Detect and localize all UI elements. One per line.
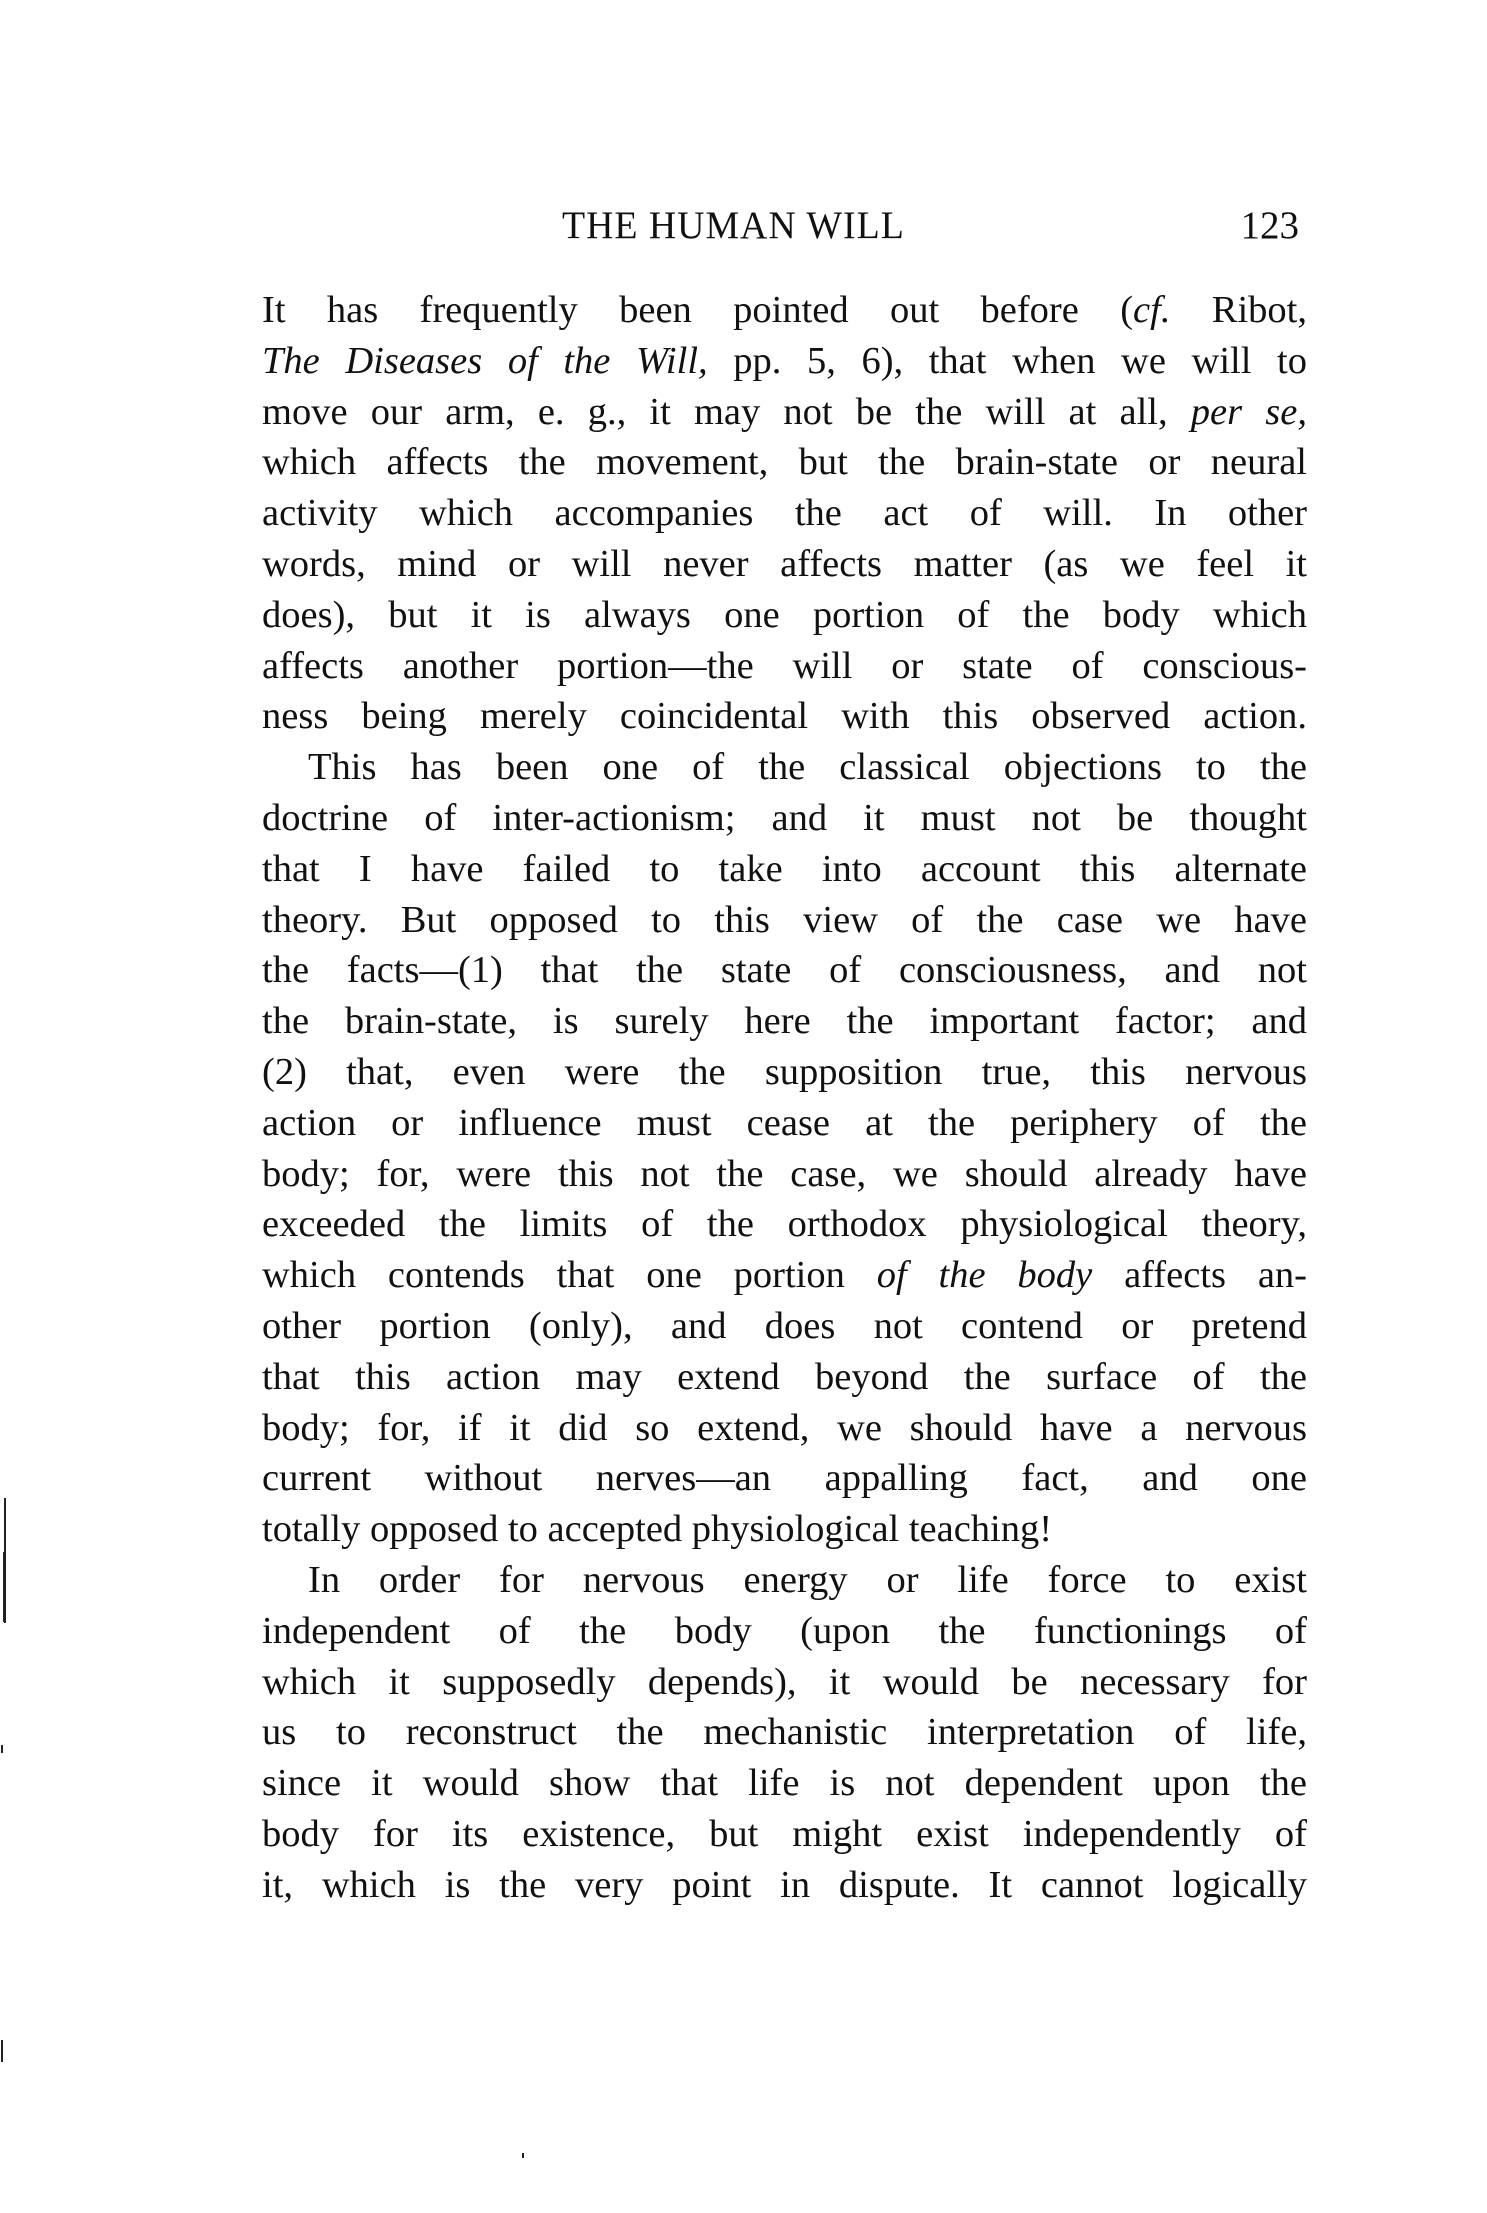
- italic-text: The Diseases of the Will,: [262, 339, 708, 382]
- text-run: us to reconstruct the mechanistic interpretation of life,: [262, 1711, 1307, 1754]
- text-run: action or influence must cease at the periphery of the: [262, 1101, 1307, 1144]
- italic-text: per se,: [1190, 390, 1307, 433]
- text-run: words, mind or will never affects matter (as we feel it: [262, 542, 1307, 585]
- running-head: [262, 204, 1307, 248]
- text-line: [262, 1199, 1307, 1250]
- text-run: doctrine of inter-actionism; and it must not be thought: [262, 796, 1307, 839]
- paragraph: [262, 285, 1307, 742]
- text-line: [262, 1098, 1307, 1149]
- text-run: theory. But opposed to this view of the case we have: [262, 898, 1307, 941]
- text-line: [262, 488, 1307, 539]
- text-line: [262, 437, 1307, 488]
- text-run: which contends that one portion: [262, 1254, 877, 1297]
- scan-artifact-speck: [522, 2153, 524, 2158]
- text-run: affects an-: [1092, 1254, 1307, 1297]
- scan-artifact-line: [3, 1552, 5, 1622]
- text-run: which it supposedly depends), it would be necessary for: [262, 1660, 1307, 1703]
- text-run: totally opposed to accepted physiological teaching!: [262, 1508, 1053, 1551]
- text-run: body; for, were this not the case, we should already have: [262, 1152, 1307, 1195]
- text-line: [262, 1250, 1307, 1301]
- text-run: body; for, if it did so extend, we should have a nervous: [262, 1406, 1307, 1449]
- text-line: [262, 1809, 1307, 1860]
- text-run: This has been one of the classical objections to the: [308, 746, 1307, 789]
- text-line: [262, 691, 1307, 742]
- text-run: body for its existence, but might exist independently of: [262, 1812, 1307, 1855]
- text-run: since it would show that life is not dependent upon the: [262, 1762, 1307, 1805]
- text-run: that I have failed to take into account this alternate: [262, 847, 1307, 890]
- text-line: [262, 539, 1307, 590]
- italic-text: cf.: [1133, 289, 1171, 331]
- text-line: [262, 895, 1307, 946]
- text-line: [262, 1707, 1307, 1758]
- text-run: the facts—(1) that the state of consciousness, and not: [262, 949, 1307, 992]
- text-run: does), but it is always one portion of the body which: [262, 593, 1307, 636]
- text-line: [262, 793, 1307, 844]
- text-line: [262, 742, 1307, 793]
- text-line: [262, 1403, 1307, 1454]
- text-line: [262, 1657, 1307, 1708]
- scan-artifact-speck: [1, 2040, 3, 2062]
- text-line: [262, 996, 1307, 1047]
- text-line: [262, 641, 1307, 692]
- text-run: move our arm, e. g., it may not be the will at all,: [262, 390, 1191, 433]
- text-line: [262, 387, 1307, 438]
- text-line: [262, 945, 1307, 996]
- text-line: [262, 336, 1307, 387]
- text-run: It has frequently been pointed out before (: [262, 289, 1134, 331]
- text-run: affects another portion—the will or state of conscious-: [262, 644, 1307, 687]
- body-text: [262, 285, 1307, 1911]
- text-line: [262, 1555, 1307, 1606]
- text-run: it, which is the very point in dispute. It cannot logically: [262, 1863, 1307, 1906]
- text-line: [262, 1504, 1307, 1555]
- text-line: [262, 1352, 1307, 1403]
- text-run: independent of the body (upon the functionings of: [262, 1609, 1307, 1652]
- text-run: activity which accompanies the act of will. In other: [262, 492, 1307, 535]
- text-run: Ribot,: [1170, 289, 1308, 331]
- text-run: (2) that, even were the supposition true, this nervous: [262, 1050, 1307, 1093]
- page-number: 123: [1240, 204, 1299, 247]
- text-run: which affects the movement, but the brain-state or neural: [262, 441, 1307, 484]
- text-run: In order for nervous energy or life force to exist: [308, 1558, 1307, 1601]
- text-run: that this action may extend beyond the surface of the: [262, 1355, 1307, 1398]
- scan-artifact-speck: [1, 1745, 3, 1753]
- text-line: [262, 1758, 1307, 1809]
- text-run: other portion (only), and does not contend or pretend: [262, 1304, 1307, 1347]
- text-line: [262, 1606, 1307, 1657]
- text-line: [262, 1301, 1307, 1352]
- text-run: exceeded the limits of the orthodox physiological theory,: [262, 1203, 1307, 1246]
- italic-text: of the body: [876, 1254, 1093, 1297]
- text-run: ness being merely coincidental with this observed action.: [262, 695, 1307, 738]
- paragraph: [262, 742, 1307, 1555]
- text-line: [262, 1860, 1307, 1911]
- text-line: [262, 844, 1307, 895]
- text-run: current without nerves—an appalling fact, and one: [262, 1457, 1307, 1500]
- paragraph: [262, 1555, 1307, 1911]
- running-title: THE HUMAN WILL: [562, 204, 905, 247]
- text-run: the brain-state, is surely here the important factor; and: [262, 1000, 1307, 1043]
- text-run: pp. 5, 6), that when we will to: [707, 339, 1307, 382]
- text-line: [262, 285, 1307, 336]
- text-line: [262, 1453, 1307, 1504]
- text-line: [262, 1047, 1307, 1098]
- text-line: [262, 590, 1307, 641]
- text-line: [262, 1149, 1307, 1200]
